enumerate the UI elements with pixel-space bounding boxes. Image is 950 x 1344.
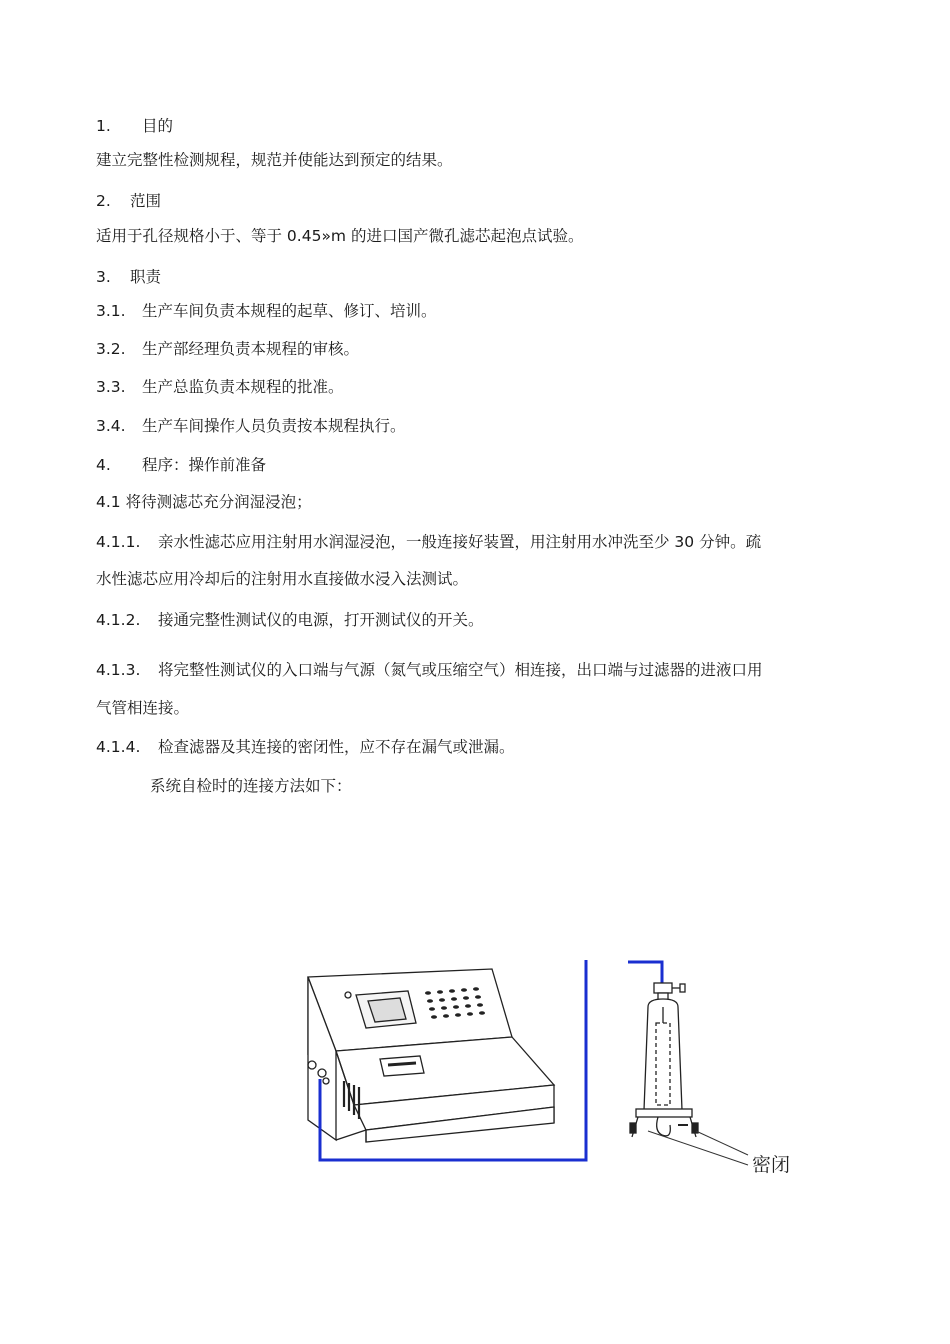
- item-text: 生产总监负责本规程的批准。: [142, 378, 344, 396]
- section-3-heading: [96, 267, 161, 287]
- item-number: 3.4.: [96, 417, 126, 435]
- section-number: 3.: [96, 268, 111, 286]
- section-number: 4.: [96, 456, 111, 474]
- item-text: 检查滤器及其连接的密闭性，应不存在漏气或泄漏。: [158, 738, 515, 756]
- section-2-heading: [96, 191, 161, 211]
- item-text: 亲水性滤芯应用注射用水润湿浸泡，一般连接好装置，用注射用水冲洗至少 30 分钟。疏: [158, 533, 762, 551]
- list-item: [96, 301, 437, 321]
- item-number: 4.1.2.: [96, 611, 141, 629]
- section-title: 目的: [142, 117, 174, 135]
- section-title: 职责: [130, 268, 162, 286]
- item-text: 将完整性测试仪的入口端与气源（氮气或压缩空气）相连接，出口端与过滤器的进液口用: [158, 661, 763, 679]
- item-number: 3.1.: [96, 302, 126, 320]
- list-item: [96, 339, 359, 359]
- integrity-tester-icon: [308, 969, 554, 1142]
- list-item: [96, 416, 406, 436]
- list-item: [96, 737, 515, 757]
- item-number: 3.2.: [96, 340, 126, 358]
- leader-line: [696, 1131, 748, 1155]
- item-text: 生产车间操作人员负责按本规程执行。: [142, 417, 406, 435]
- figure-intro: 系统自检时的连接方法如下：: [150, 777, 352, 795]
- filter-housing-icon: [630, 983, 698, 1137]
- section-number: 1.: [96, 117, 111, 135]
- item-text: 生产车间负责本规程的起草、修订、培训。: [142, 302, 437, 320]
- section-4-heading: [96, 455, 266, 475]
- section-1-heading: [96, 116, 173, 136]
- paragraph: 适用于孔径规格小于、等于 0.45»m 的进口国产微孔滤芯起泡点试验。: [96, 227, 584, 245]
- gas-pipe-inlet: [628, 962, 662, 983]
- item-text: 生产部经理负责本规程的审核。: [142, 340, 360, 358]
- item-number: 3.3.: [96, 378, 126, 396]
- list-item: [96, 610, 484, 630]
- figure-label-sealed: 密闭: [752, 1154, 791, 1176]
- item-text: 接通完整性测试仪的电源，打开测试仪的开关。: [158, 611, 484, 629]
- paragraph-continuation: 气管相连接。: [96, 699, 190, 717]
- section-title: 范围: [130, 192, 162, 210]
- list-item: [96, 660, 763, 680]
- list-item: [96, 532, 761, 552]
- section-number: 2.: [96, 192, 111, 210]
- item-number: 4.1.4.: [96, 738, 141, 756]
- list-item: [96, 377, 344, 397]
- section-title: 程序：操作前准备: [142, 456, 267, 474]
- item-number: 4.1.1.: [96, 533, 141, 551]
- paragraph: 4.1 将待测滤芯充分润湿浸泡；: [96, 493, 312, 511]
- paragraph-continuation: 水性滤芯应用冷却后的注射用水直接做水浸入法测试。: [96, 570, 469, 588]
- item-number: 4.1.3.: [96, 661, 141, 679]
- paragraph: 建立完整性检测规程，规范并使能达到预定的结果。: [96, 151, 453, 169]
